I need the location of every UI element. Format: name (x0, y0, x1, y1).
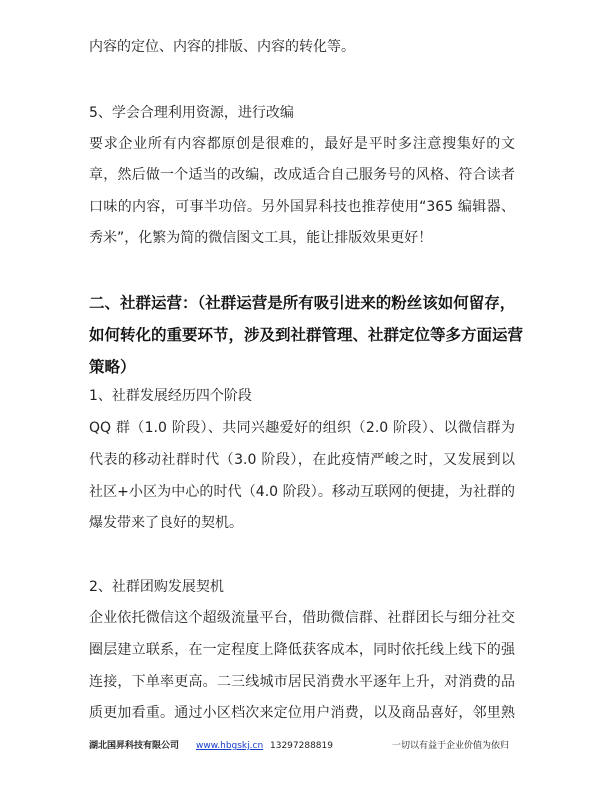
section-5-line-3: 口味的内容，可事半功倍。另外国昇科技也推荐使用“365 编辑器、 (89, 199, 515, 215)
sub-1-heading: 1、社群发展经历四个阶段 (89, 388, 252, 404)
footer-company: 湖北国昇科技有限公司 (89, 741, 180, 751)
sub-1-line-3: 社区+小区为中心的时代（4.0 阶段）。移动互联网的便捷，为社群的 (89, 484, 515, 500)
sub-2-heading: 2、社群团购发展契机 (89, 579, 224, 595)
sub-2-line-4: 质更加看重。通过小区档次来定位用户消费，以及商品喜好，邻里熟 (89, 705, 515, 721)
section-two-heading-line-3: 策略） (89, 358, 136, 376)
footer-slogan: 一切以有益于企业价值为依归 (392, 741, 510, 751)
section-two-heading-line-2: 如何转化的重要环节，涉及到社群管理、社群定位等多方面运营 (89, 326, 524, 344)
footer-phone: 13297288819 (270, 741, 333, 751)
sub-2-line-1: 企业依托微信这个超级流量平台，借助微信群、社群团长与细分社交 (89, 610, 515, 626)
sub-2-line-3: 连接，下单率更高。二三线城市居民消费水平逐年上升，对消费的品 (89, 674, 515, 690)
section-5-line-1: 要求企业所有内容都原创是很难的，最好是平时多注意搜集好的文 (89, 136, 515, 152)
section-5-line-4: 秀米”，化繁为简的微信图文工具，能让排版效果更好！ (89, 230, 433, 246)
section-5-line-2: 章，然后做一个适当的改编，改成适合自己服务号的风格、符合读者 (89, 167, 515, 183)
section-two-heading-line-1: 二、社群运营：（社群运营是所有吸引进来的粉丝该如何留存， (89, 294, 516, 312)
sub-1-line-2: 代表的移动社群时代（3.0 阶段），在此疫情严峻之时，又发展到以 (89, 452, 515, 468)
section-5-heading: 5、学会合理利用资源，进行改编 (89, 105, 294, 121)
sub-1-line-1: QQ 群（1.0 阶段）、共同兴趣爱好的组织（2.0 阶段）、以微信群为 (89, 420, 515, 436)
sub-1-line-4: 爆发带来了良好的契机。 (89, 515, 243, 531)
sub-2-line-2: 圈层建立联系，在一定程度上降低获客成本，同时依托线上线下的强 (89, 642, 515, 658)
intro-tail-line: 内容的定位、内容的排版、内容的转化等。 (89, 39, 355, 55)
footer-website-link[interactable]: www.hbgskj.cn (196, 741, 264, 751)
